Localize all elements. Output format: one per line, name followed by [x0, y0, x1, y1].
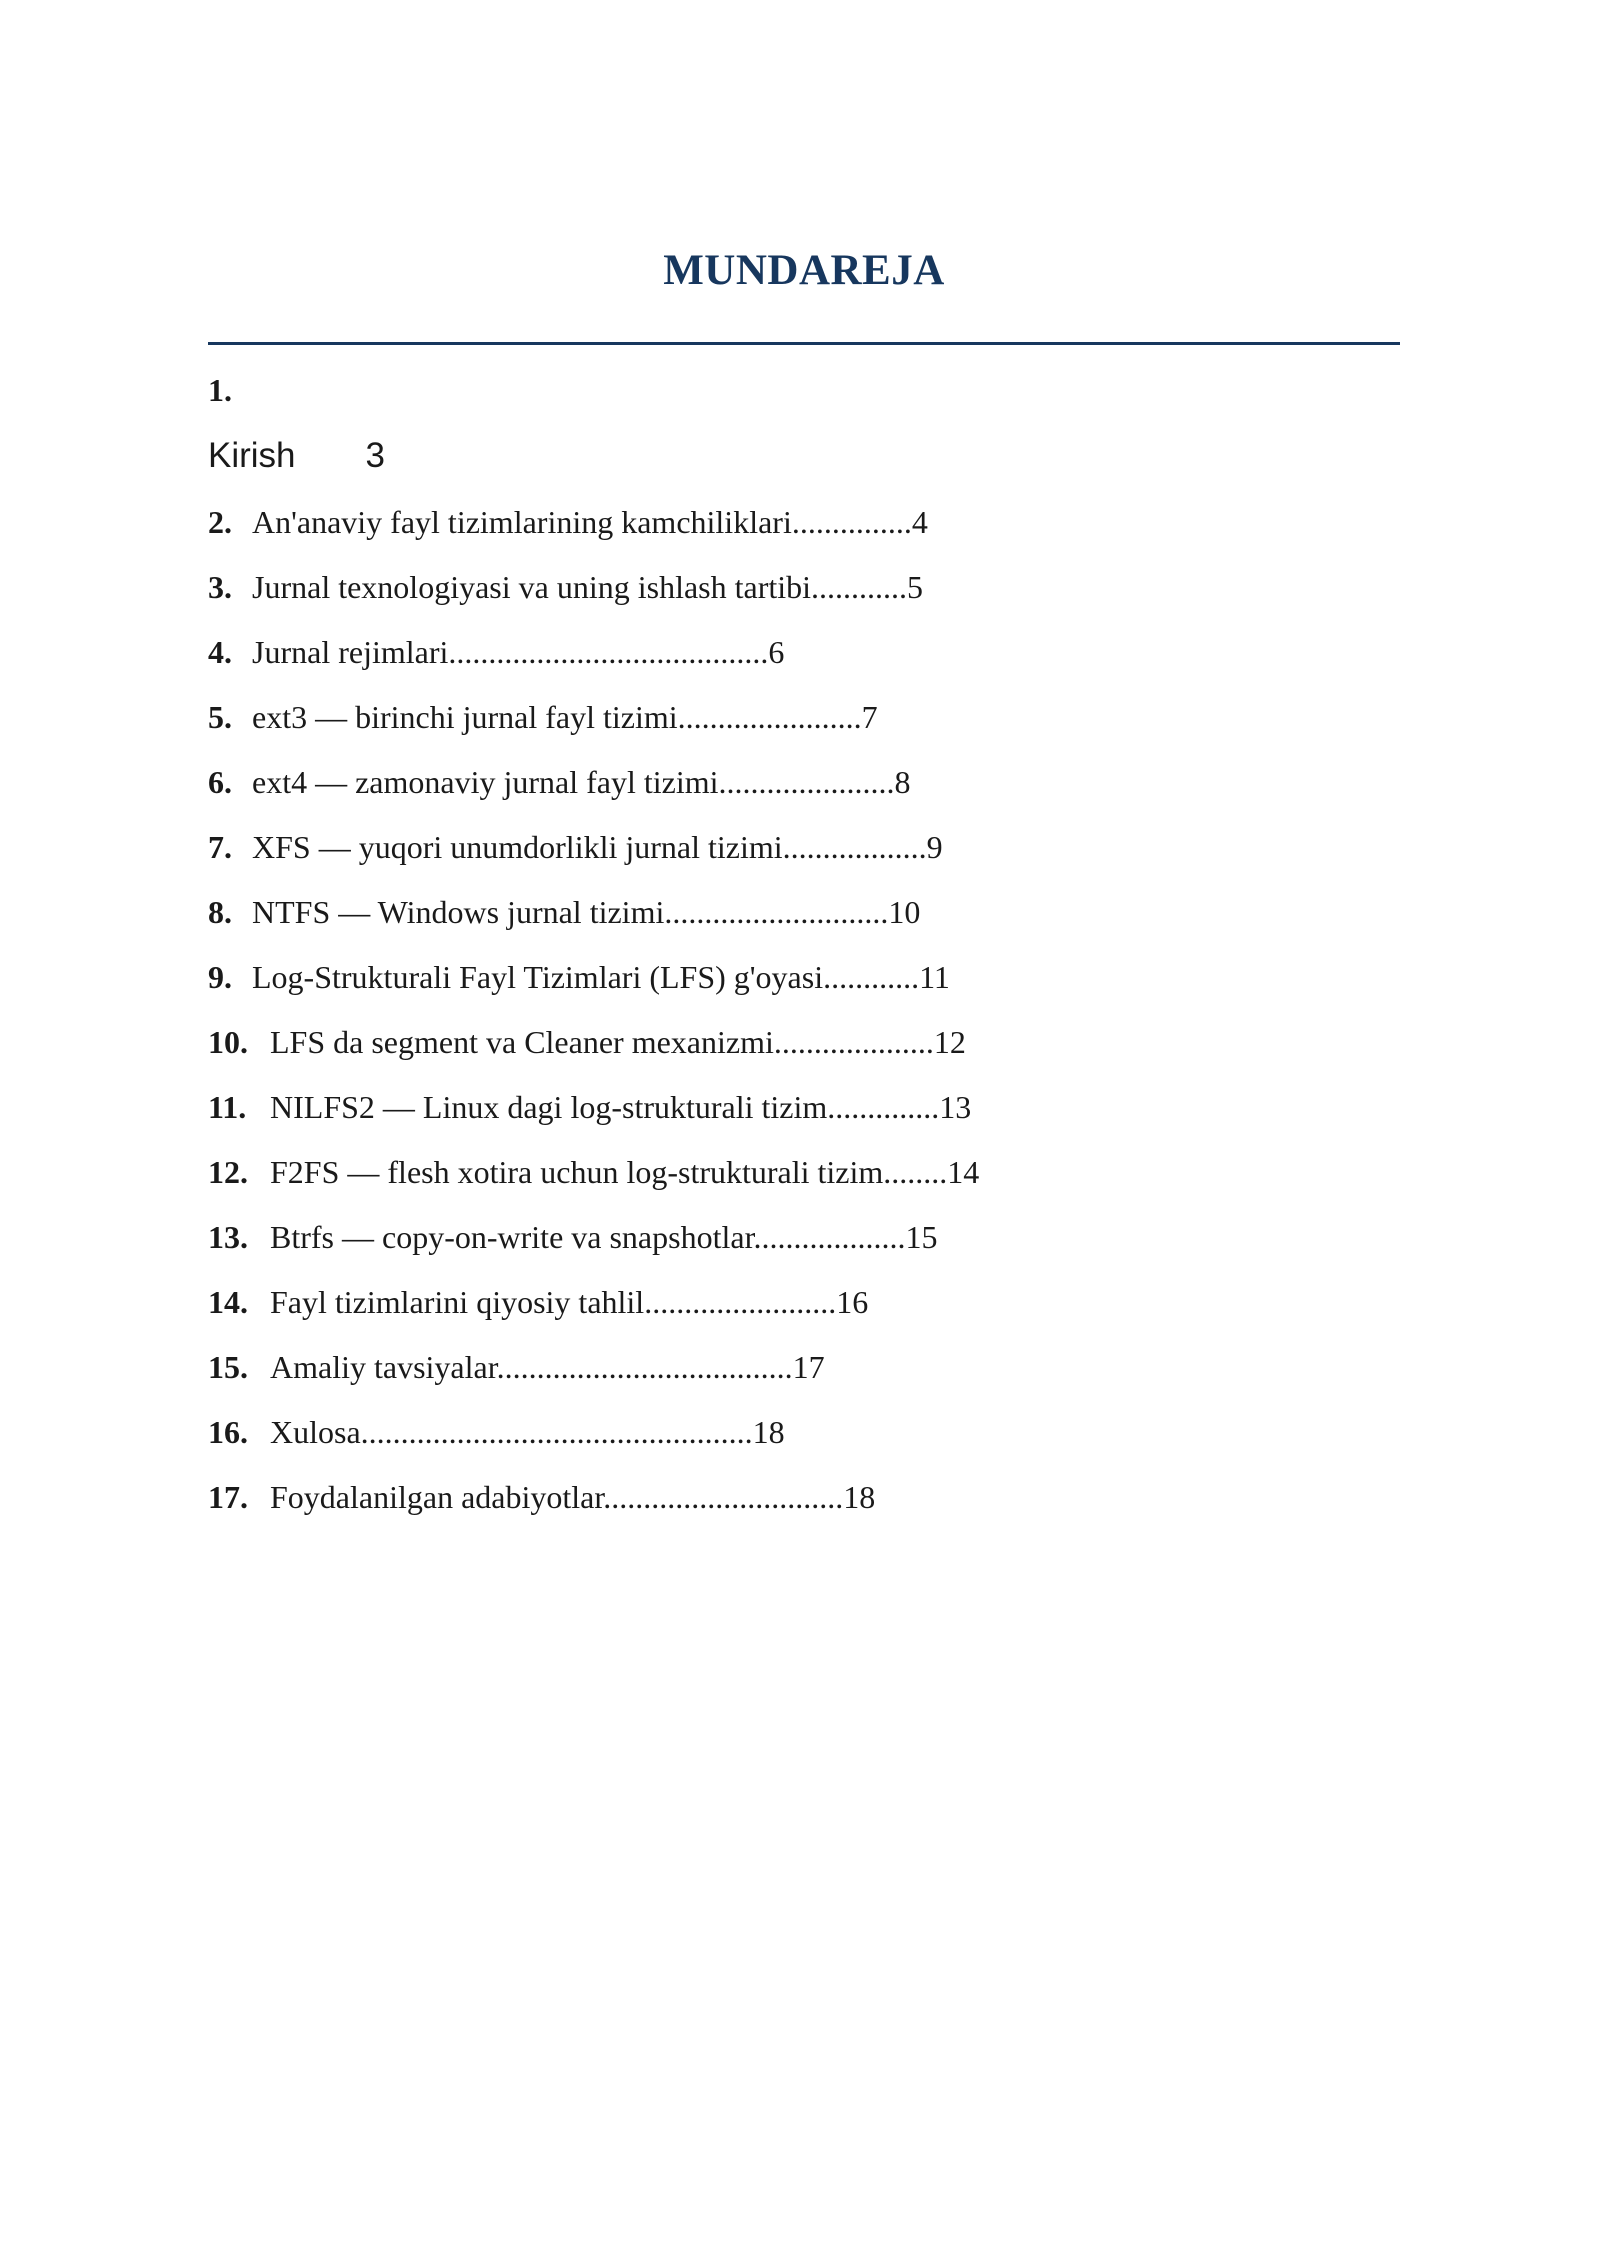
toc-number: 1.	[208, 372, 232, 408]
toc-number: 8.	[208, 894, 232, 930]
toc-entry-kirish[interactable]	[208, 436, 385, 476]
toc-entry[interactable]: Jurnal rejimlari........................................6	[252, 634, 785, 670]
toc-number: 3.	[208, 569, 232, 605]
toc-number: 17.	[208, 1479, 248, 1515]
toc-number: 5.	[208, 699, 232, 735]
toc-entry[interactable]: Foydalanilgan adabiyotlar..............................18	[270, 1479, 876, 1515]
toc-entry[interactable]: NILFS2 — Linux dagi log-strukturali tizim..............13	[270, 1089, 972, 1125]
toc-entry[interactable]: Log-Strukturali Fayl Tizimlari (LFS) g'oyasi............11	[252, 959, 950, 995]
toc-entry[interactable]: Btrfs — copy-on-write va snapshotlar...................15	[270, 1219, 938, 1255]
toc-entry[interactable]: XFS — yuqori unumdorlikli jurnal tizimi..................9	[252, 829, 943, 865]
toc-entry-page: 3	[365, 436, 385, 475]
title-divider	[208, 342, 1400, 345]
toc-number: 16.	[208, 1414, 248, 1450]
toc-number: 12.	[208, 1154, 248, 1190]
toc-entry[interactable]: An'anaviy fayl tizimlarining kamchiliklari...............4	[252, 504, 928, 540]
toc-entry-title: Kirish	[208, 436, 296, 475]
toc-entry[interactable]: F2FS — flesh xotira uchun log-strukturali tizim........14	[270, 1154, 980, 1190]
toc-number: 11.	[208, 1089, 247, 1125]
toc-number: 2.	[208, 504, 232, 540]
toc-entry[interactable]: Fayl tizimlarini qiyosiy tahlil........................16	[270, 1284, 869, 1320]
toc-number: 13.	[208, 1219, 248, 1255]
toc-entry[interactable]: Amaliy tavsiyalar.....................................17	[270, 1349, 825, 1385]
toc-entry[interactable]: ext3 — birinchi jurnal fayl tizimi.......................7	[252, 699, 878, 735]
toc-number: 7.	[208, 829, 232, 865]
toc-number: 14.	[208, 1284, 248, 1320]
page-title: MUNDAREJA	[663, 247, 945, 294]
toc-number: 6.	[208, 764, 232, 800]
toc-entry[interactable]: Jurnal texnologiyasi va uning ishlash tartibi............5	[252, 569, 924, 605]
toc-number: 10.	[208, 1024, 248, 1060]
toc-entry[interactable]: NTFS — Windows jurnal tizimi............................10	[252, 894, 921, 930]
toc-entry[interactable]: Xulosa.................................................18	[270, 1414, 785, 1450]
toc-entry[interactable]: ext4 — zamonaviy jurnal fayl tizimi......................8	[252, 764, 911, 800]
toc-number: 15.	[208, 1349, 248, 1385]
toc-number: 9.	[208, 959, 232, 995]
toc-number: 4.	[208, 634, 232, 670]
toc-entry[interactable]: LFS da segment va Cleaner mexanizmi....................12	[270, 1024, 966, 1060]
